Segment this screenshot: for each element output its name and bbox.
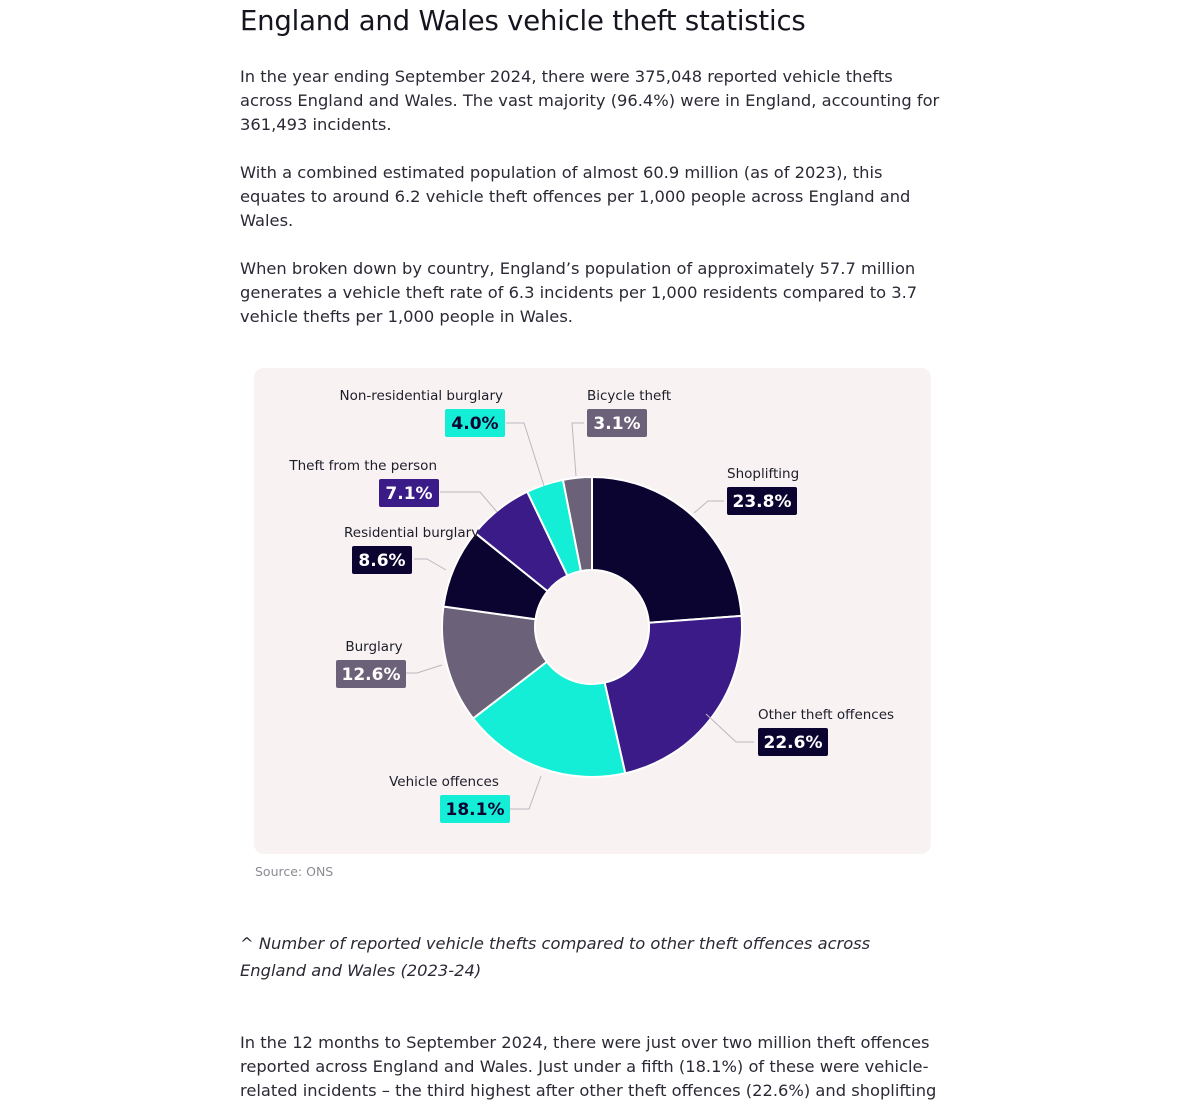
donut-chart [254,368,931,854]
paragraph-3-line-2: generates a vehicle theft rate of 6.3 incidents per 1,000 residents compared to 3.7 [240,283,918,302]
label-other-theft-offences: Other theft offences [758,707,895,723]
label-non-residential-burglary: Non-residential burglary [339,388,503,404]
value-burglary: 12.6% [341,665,401,685]
paragraph-3 [240,257,945,329]
value-residential-burglary: 8.6% [358,551,406,571]
page-title: England and Wales vehicle theft statistics [240,5,806,37]
connector-other-theft-offences [706,714,754,742]
value-non-residential-burglary: 4.0% [451,414,499,434]
label-vehicle-offences: Vehicle offences [389,774,499,790]
paragraph-3-line-3: vehicle thefts per 1,000 people in Wales. [240,307,573,326]
paragraph-3-line-1: When broken down by country, England’s population of approximately 57.7 million [240,259,916,278]
label-theft-from-the-person: Theft from the person [289,458,437,474]
paragraph-1 [240,65,945,137]
connector-shoplifting [694,501,724,513]
value-theft-from-the-person: 7.1% [385,484,433,504]
label-bicycle-theft: Bicycle theft [587,388,672,404]
paragraph-1-line-1: In the year ending September 2024, there were 375,048 reported vehicle thefts [240,67,893,86]
value-vehicle-offences: 18.1% [445,800,505,820]
donut-slice-shoplifting [592,477,742,623]
label-shoplifting: Shoplifting [727,466,800,482]
paragraph-1-line-2: across England and Wales. The vast majority (96.4%) were in England, accounting for [240,91,940,110]
connector-bicycle-theft [572,423,584,476]
paragraph-2-line-3: Wales. [240,211,294,230]
paragraph-1-line-3: 361,493 incidents. [240,115,392,134]
paragraph-2-line-2: equates to around 6.2 vehicle theft offences per 1,000 people across England and [240,187,911,206]
paragraph-4-line-3: related incidents – the third highest after other theft offences (22.6%) and shoplifting [240,1081,937,1100]
label-burglary: Burglary [345,639,403,655]
caption-line-1: ^ Number of reported vehicle thefts compared to other theft offences across [240,934,871,953]
paragraph-4 [240,1031,950,1103]
connector-non-residential-burglary [506,423,544,486]
value-bicycle-theft: 3.1% [593,414,641,434]
donut-slice-other-theft-offences [605,616,742,773]
paragraph-4-line-2: reported across England and Wales. Just under a fifth (18.1%) of these were vehicle- [240,1057,929,1076]
chart-source: Source: ONS [255,864,334,879]
chart-caption [240,930,940,984]
connector-burglary [404,665,442,673]
connector-residential-burglary [414,559,446,570]
label-residential-burglary: Residential burglary [344,525,480,541]
paragraph-4-line-1: In the 12 months to September 2024, there were just over two million theft offences [240,1033,930,1052]
caption-line-2: England and Wales (2023-24) [240,961,482,980]
value-shoplifting: 23.8% [732,492,792,512]
chart-card [254,368,931,854]
value-other-theft-offences: 22.6% [763,733,823,753]
paragraph-2 [240,161,945,233]
connector-theft-from-the-person [440,492,497,512]
paragraph-2-line-1: With a combined estimated population of almost 60.9 million (as of 2023), this [240,163,883,182]
